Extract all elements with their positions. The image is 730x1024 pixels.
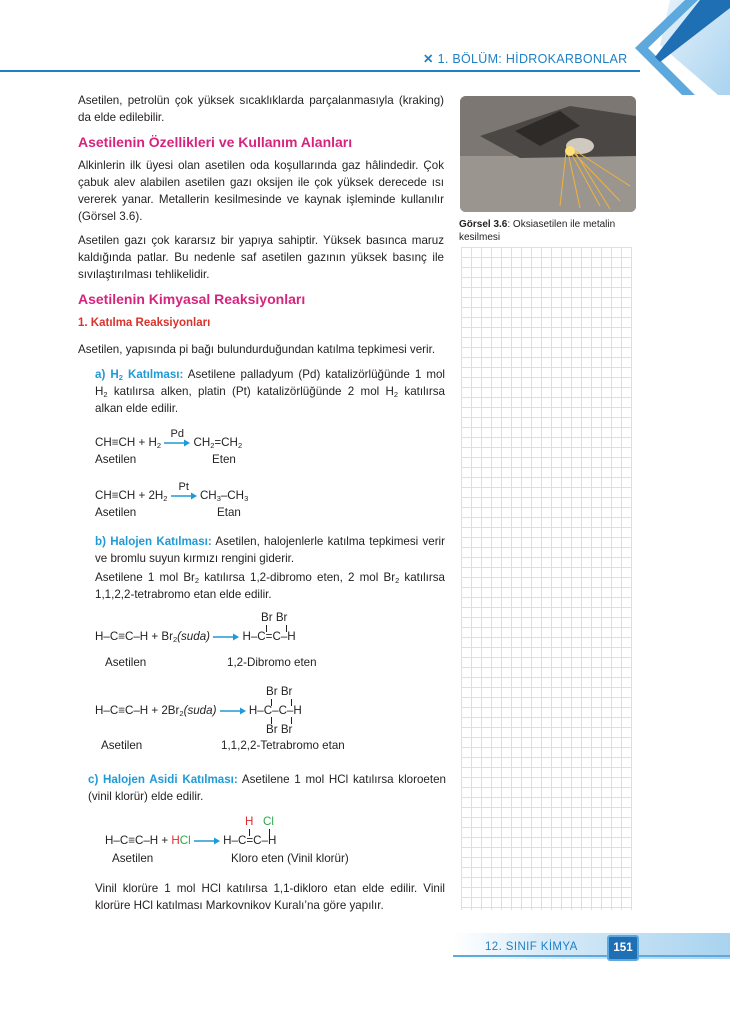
part-c-paragraph: c) Halojen Asidi Katılması: Asetilene 1 mol HCl katılırsa kloroeten (vinil klorür) elde edilir. [88,773,446,803]
properties-paragraph-2: Asetilen gazı çok kararsız bir yapıya sahiptir. Yüksek basınca maruz kaldığında patlar. Bu nedenle saf asetilen gazının yüksek basınç ile sıvılaştırılması tehlikelidir. [78,234,444,281]
properties-paragraph-1: Alkinlerin ilk üyesi olan asetilen oda koşullarında gaz hâlindedir. Çok çabuk alev alabilen asetilen gazı oksijen ile çok yüksek derecede ısı vererek yanar. Metallerin kesilmesinde ve kaynak işleminde kullanılır (Görsel 3.6). [78,159,444,223]
reaction-arrow [220,706,246,716]
reaction-arrow [213,632,239,642]
part-c-final-paragraph: Vinil klorüre 1 mol HCl katılırsa 1,1-dikloro etan elde edilir. Vinil klorüre HCl katılması Markovnikov Kuralı’na göre yapılır. [95,882,445,912]
reaction-b2-product-name: 1,1,2,2-Tetrabromo etan [221,739,345,752]
section-title-properties: Asetilenin Özellikleri ve Kullanım Alanları [78,134,353,150]
reaction-c1-reactant-name: Asetilen [112,852,154,865]
page-number: 151 [607,935,639,961]
reaction-a1-reactant-name: Asetilen [95,453,137,466]
reaction-a2: $CH\equiv CH + 2H_2$ Pt $CH_3-CH_3$ [95,480,249,503]
corner-decoration [600,0,730,100]
reaction-b1-reactant-name: Asetilen [105,656,147,669]
part-a-paragraph: a) $H_2$ Katılması: Asetilene palladyum (Pd) katalizörlüğünde 1 mol $H_2$ katılırsa alken, platin (Pt) katalizörlüğünde 2 mol $H_2$ katılırsa alkan elde edilir. [95,368,446,415]
reaction-a2-product-name: Etan [217,506,241,519]
reaction-a2-reactant-name: Asetilen [95,506,137,519]
part-c-label: c) Halojen Asidi Katılması: [88,773,238,786]
part-b-label: b) Halojen Katılması: [95,535,212,548]
chapter-header [423,51,627,66]
reaction-arrow: Pt [171,491,197,501]
figure-label: Görsel 3.6 [459,219,508,230]
chapter-title: 1. BÖLÜM: HİDROKARBONLAR [437,52,628,66]
reaction-b1: $H-C\equiv C-H + Br_2(suda)$ H–C=C–H [95,630,296,644]
reaction-c1-top-atoms: H Cl [245,815,274,828]
welding-photo [460,96,636,212]
figure-caption-text: : Oksiasetilen ile metalin kesilmesi [459,219,616,243]
intro-paragraph: Asetilen, petrolün çok yüksek sıcaklıklarda parçalanmasıyla (kraking) da elde edilebilir. [78,94,444,124]
chevron-cross-icon: ✕ [423,52,434,66]
figure-caption [459,218,639,244]
reaction-b2-top-atoms: Br Br [266,685,293,698]
reaction-arrow [194,836,220,846]
notes-grid [461,247,632,910]
reaction-b1-product-name: 1,2-Dibromo eten [227,656,317,669]
reaction-c1: H–C≡C–H + HCl H–C=C–H [105,834,277,847]
reaction-b1-top-atoms: Br Br [261,611,288,624]
part-b-paragraph-1: b) Halojen Katılması: Asetilen, halojenlerle katılma tepkimesi verir ve bromlu suyun kırmızı rengini giderir. [95,535,445,565]
part-a-label: a) $H_2$ Katılması: [95,368,184,382]
header-rule [0,70,640,72]
reaction-b2: $H-C\equiv C-H + 2Br_2(suda)$ H–C–C–H [95,704,302,718]
reaction-b2-reactant-name: Asetilen [101,739,143,752]
section-title-reactions: Asetilenin Kimyasal Reaksiyonları [78,291,306,307]
subsection-addition: 1. Katılma Reaksiyonları [78,317,211,329]
reaction-a1: $CH\equiv CH + H_2$ Pd $CH_2=CH_2$ [95,427,243,450]
part-b-paragraph-2: Asetilene 1 mol $Br_2$ katılırsa 1,2-dibromo eten, 2 mol $Br_2$ katılırsa 1,1,2,2-tetrabromo etan elde edilir. [95,571,445,601]
reaction-b2-bottom-atoms: Br Br [266,723,293,736]
reaction-a1-product-name: Eten [212,453,236,466]
reaction-arrow: Pd [164,438,190,448]
reaction-c1-product-name: Kloro eten (Vinil klorür) [231,852,349,865]
addition-intro: Asetilen, yapısında pi bağı bulundurduğundan katılma tepkimesi verir. [78,343,436,356]
footer-course: 12. SINIF KİMYA [485,941,578,953]
footer-rule [453,955,730,957]
